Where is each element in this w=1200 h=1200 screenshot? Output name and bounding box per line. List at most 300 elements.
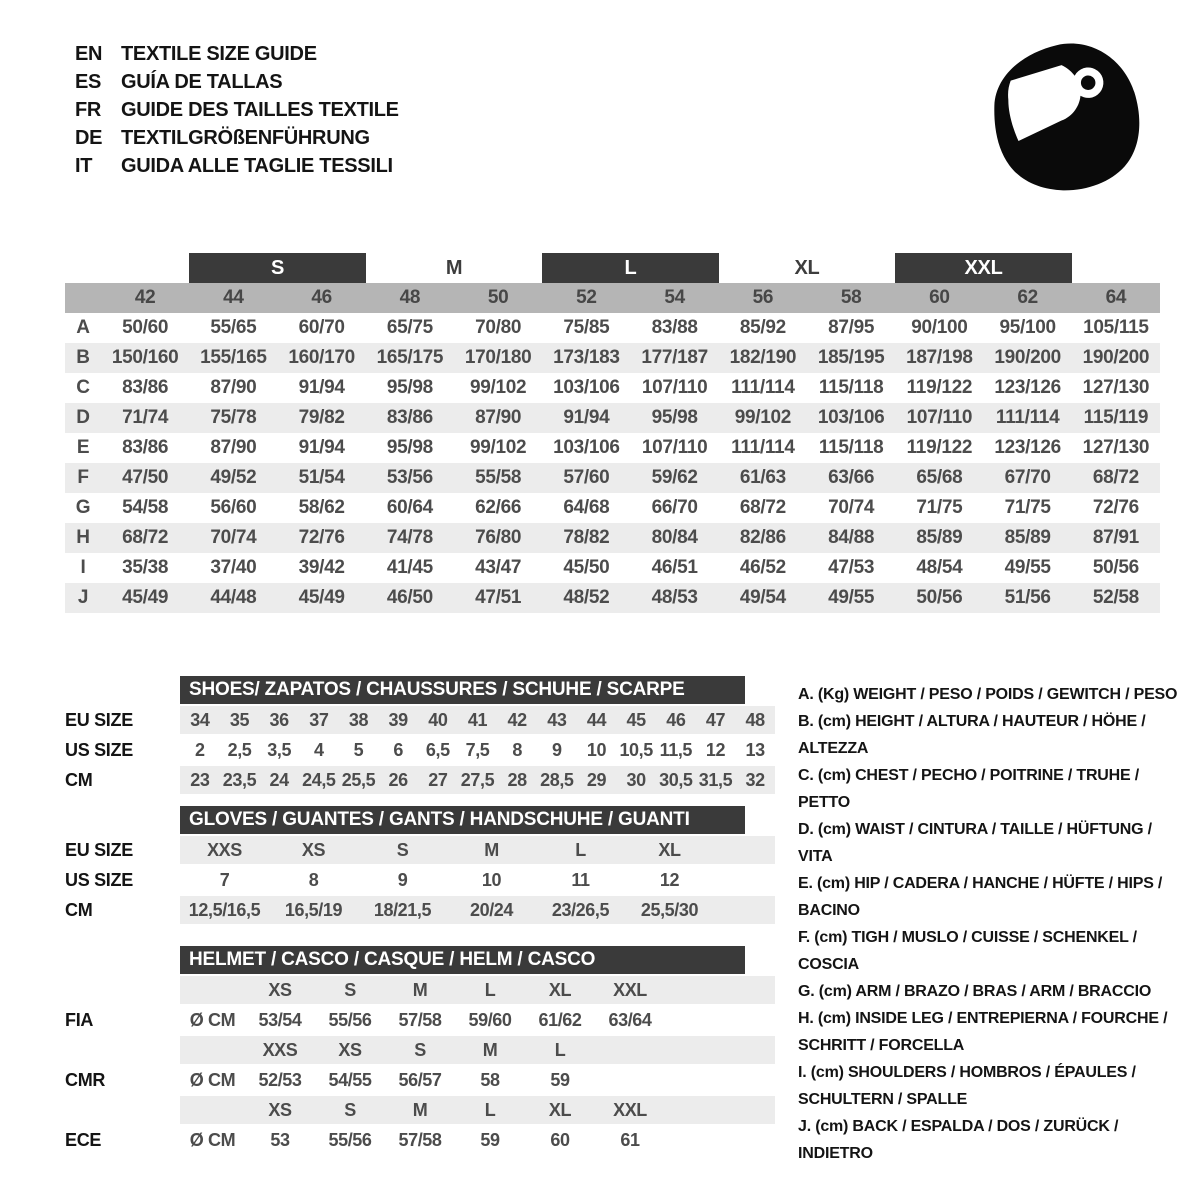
gloves-eu-cell: XL: [658, 839, 681, 860]
shoes-cm-cell: 27,5: [460, 769, 495, 790]
measure-value: 55/65: [210, 317, 257, 338]
gloves-eu-cell: XXS: [207, 839, 242, 860]
racing-helmet-icon-svg: [980, 28, 1154, 206]
shoes-cm-cell: 29: [586, 769, 607, 790]
gloves-cm-cell: 25,5/30: [640, 899, 699, 920]
gloves-cm-cell: 23/26,5: [551, 899, 610, 920]
measure-value: 105/115: [1083, 317, 1149, 338]
measure-value: 50/56: [916, 587, 963, 608]
helmet-header-row: [65, 946, 795, 974]
measure-value: 155/165: [200, 347, 267, 368]
gloves-cm-band: [180, 896, 775, 924]
measure-value: 75/78: [210, 407, 257, 428]
helmet-ece-values-cell: Ø CM: [189, 1129, 236, 1150]
helmet-cmr-sizes-cell: XS: [338, 1039, 362, 1060]
helmet-ece-sizes-row: [65, 1096, 795, 1124]
numeric-size: 56: [752, 287, 774, 308]
helmet-ece-sizes-cell: L: [484, 1099, 496, 1120]
measure-value: 119/122: [906, 437, 973, 458]
measure-row-b: [65, 343, 1160, 373]
measure-value: 78/82: [563, 527, 610, 548]
size-band-m: M: [445, 256, 463, 279]
shoes-us-row: [65, 736, 795, 764]
measure-value: 46/51: [651, 557, 698, 578]
row-letter: F: [77, 467, 89, 488]
measure-value: 47/51: [475, 587, 522, 608]
language-code: FR: [75, 98, 102, 121]
measure-row-g: [65, 493, 1160, 523]
shoes-eu-cell: 44: [586, 709, 607, 730]
measure-value: 39/42: [298, 557, 345, 578]
measure-value: 35/38: [122, 557, 169, 578]
measure-value: 95/98: [386, 437, 433, 458]
gloves-section: [65, 806, 795, 926]
legend-item: I. (cm) SHOULDERS / HOMBROS / ÉPAULES / SCHULTERN / SPALLE: [798, 1064, 1136, 1108]
helmet-cmr-values-cell: 56/57: [398, 1069, 442, 1090]
helmet-ece-sizes-cell: S: [344, 1099, 356, 1120]
helmet-fia-sizes-band: [180, 976, 775, 1004]
row-letter: H: [76, 527, 90, 548]
helmet-cmr-sizes-cell: L: [554, 1039, 566, 1060]
measure-value: 37/40: [210, 557, 257, 578]
language-label: GUÍA DE TALLAS: [121, 70, 283, 93]
legend-item: B. (cm) HEIGHT / ALTURA / HAUTEUR / HÖHE / ALTEZZA: [798, 713, 1146, 757]
measure-row-i: [65, 553, 1160, 583]
spacer: [65, 1096, 180, 1124]
gloves-eu-label: EU SIZE: [65, 839, 133, 860]
measure-value: 111/114: [995, 407, 1060, 428]
shoes-section: [65, 676, 795, 796]
shoes-cm-cell: 25,5: [341, 769, 376, 790]
legend-item: H. (cm) INSIDE LEG / ENTREPIERNA / FOURCHE / SCHRITT / FORCELLA: [798, 1010, 1168, 1054]
shoes-eu-cell: 47: [705, 709, 726, 730]
measure-value: 80/84: [651, 527, 698, 548]
measure-value: 70/74: [210, 527, 257, 548]
shoes-eu-cell: 35: [229, 709, 250, 730]
measurement-legend: [798, 681, 1190, 1167]
measure-value: 46/50: [386, 587, 433, 608]
shoes-cm-label: CM: [65, 769, 93, 790]
helmet-fia-values-grid: [180, 1006, 665, 1034]
helmet-fia-sizes-cell: XS: [268, 979, 292, 1000]
measure-value: 59/62: [651, 467, 698, 488]
gloves-us-grid: [180, 866, 714, 894]
language-label: GUIDE DES TAILLES TEXTILE: [121, 98, 399, 121]
helmet-cmr-sizes-row: [65, 1036, 795, 1064]
helmet-ece-values-cell: 60: [550, 1129, 570, 1150]
shoes-header-row: [65, 676, 795, 704]
shoes-us-cell: 13: [745, 739, 765, 760]
helmet-fia-values-cell: 55/56: [328, 1009, 372, 1030]
legend-item: J. (cm) BACK / ESPALDA / DOS / ZURÜCK / INDIETRO: [798, 1118, 1119, 1162]
row-letter: A: [76, 317, 90, 338]
measure-value: 71/74: [122, 407, 169, 428]
shoes-cm-cell: 30,5: [659, 769, 693, 790]
shoes-eu-cell: 36: [269, 709, 289, 730]
measure-value: 99/102: [734, 407, 792, 428]
measure-value: 90/100: [911, 317, 968, 338]
measure-value: 50/60: [122, 317, 169, 338]
shoes-us-cell: 10,5: [619, 739, 653, 760]
measure-value: 91/94: [298, 437, 345, 458]
gloves-us-band: [180, 866, 775, 894]
measure-value: 66/70: [651, 497, 698, 518]
measure-value: 95/98: [386, 377, 433, 398]
numeric-size-row: [65, 283, 1160, 313]
shoes-cm-cell: 28,5: [540, 769, 574, 790]
language-title-list: [75, 40, 399, 180]
measure-value: 74/78: [386, 527, 433, 548]
measure-value: 85/92: [739, 317, 786, 338]
gloves-title: GLOVES / GUANTES / GANTS / HANDSCHUHE / GUANTI: [180, 806, 745, 834]
measure-value: 173/183: [553, 347, 620, 368]
measure-row-d: [65, 403, 1160, 433]
helmet-cmr-sizes-cell: S: [414, 1039, 426, 1060]
measure-value: 55/58: [475, 467, 522, 488]
measure-value: 83/86: [122, 437, 169, 458]
gloves-eu-band: [180, 836, 775, 864]
measure-value: 87/95: [828, 317, 875, 338]
gloves-cm-cell: 12,5/16,5: [188, 899, 261, 920]
measure-value: 44/48: [210, 587, 257, 608]
measure-value: 115/118: [818, 437, 884, 458]
shoes-us-band: [180, 736, 775, 764]
measure-value: 63/66: [828, 467, 875, 488]
helmet-cmr-values-band: [180, 1066, 775, 1094]
measure-value: 62/66: [475, 497, 522, 518]
measure-value: 56/60: [210, 497, 257, 518]
language-label: TEXTILGRÖßENFÜHRUNG: [121, 126, 370, 149]
shoes-us-cell: 3,5: [267, 739, 292, 760]
gloves-us-cell: 11: [571, 869, 590, 890]
gloves-cm-cell: 16,5/19: [284, 899, 343, 920]
helmet-fia-sizes-cell: XL: [548, 979, 572, 1000]
gloves-cm-grid: [180, 896, 714, 924]
size-band-s: S: [189, 253, 366, 283]
gloves-us-cell: 12: [659, 869, 680, 890]
shoes-us-cell: 10: [586, 739, 607, 760]
measure-value: 45/50: [563, 557, 610, 578]
row-letter: G: [75, 497, 91, 518]
row-letter: I: [80, 557, 86, 578]
helmet-fia-values-row: [65, 1006, 795, 1034]
row-letter: C: [76, 377, 90, 398]
measure-value: 170/180: [464, 347, 532, 368]
measure-value: 58/62: [298, 497, 345, 518]
helmet-fia-values-cell: 53/54: [258, 1009, 302, 1030]
numeric-size: 50: [487, 287, 509, 308]
measure-value: 119/122: [906, 377, 973, 398]
measure-value: 48/53: [651, 587, 698, 608]
shoes-cm-band: [180, 766, 775, 794]
helmet-cmr-values-row: [65, 1066, 795, 1094]
numeric-size: 62: [1017, 287, 1038, 308]
gloves-header-row: [65, 806, 795, 834]
shoes-us-cell: 7,5: [465, 739, 490, 760]
helmet-fia-sizes-row: [65, 976, 795, 1004]
measure-value: 70/80: [475, 317, 522, 338]
language-code: IT: [75, 154, 93, 177]
gloves-eu-cell: XS: [301, 839, 326, 860]
shoes-cm-cell: 26: [388, 769, 408, 790]
legend-item: G. (cm) ARM / BRAZO / BRAS / ARM / BRACCIO: [798, 983, 1152, 1000]
gloves-us-row: [65, 866, 795, 894]
measure-value: 160/170: [288, 347, 355, 368]
helmet-ece-sizes-cell: XXL: [613, 1099, 647, 1120]
size-band-l: L: [542, 253, 719, 283]
measure-value: 84/88: [828, 527, 875, 548]
measure-value: 49/54: [739, 587, 786, 608]
helmet-fia-values-cell: 57/58: [398, 1009, 442, 1030]
numeric-size: 60: [929, 287, 950, 308]
shoes-cm-cell: 24,5: [302, 769, 336, 790]
shoes-us-cell: 8: [512, 739, 522, 760]
measure-value: 91/94: [298, 377, 345, 398]
measure-value: 76/80: [475, 527, 522, 548]
helmet-ece-values-label: ECE: [65, 1129, 102, 1150]
measure-value: 95/100: [999, 317, 1056, 338]
shoes-cm-cell: 24: [269, 769, 289, 790]
shoes-us-cell: 9: [552, 739, 562, 760]
helmet-ece-sizes-cell: M: [412, 1099, 428, 1120]
measure-row-a: [65, 313, 1160, 343]
numeric-size: 46: [311, 287, 332, 308]
measure-value: 177/187: [641, 347, 708, 368]
measure-value: 190/200: [1082, 347, 1150, 368]
shoes-eu-cell: 39: [388, 709, 408, 730]
helmet-fia-sizes-cell: M: [412, 979, 428, 1000]
gloves-cm-row: [65, 896, 795, 924]
helmet-ece-sizes-cell: XS: [268, 1099, 292, 1120]
shoes-us-cell: 4: [314, 739, 324, 760]
measure-value: 107/110: [641, 377, 708, 398]
measure-value: 71/75: [1004, 497, 1051, 518]
measure-value: 127/130: [1082, 377, 1150, 398]
shoes-cm-cell: 30: [626, 769, 646, 790]
shoes-us-cell: 5: [353, 739, 364, 760]
measure-value: 115/119: [1083, 407, 1149, 428]
measure-value: 107/110: [641, 437, 708, 458]
legend-item: D. (cm) WAIST / CINTURA / TAILLE / HÜFTUNG / VITA: [798, 821, 1152, 865]
size-band-xxl: XXL: [895, 253, 1072, 283]
shoes-eu-cell: 40: [428, 709, 448, 730]
helmet-fia-values-cell: Ø CM: [189, 1009, 236, 1030]
measure-value: 68/72: [122, 527, 169, 548]
shoes-eu-cell: 42: [507, 709, 527, 730]
measure-value: 53/56: [386, 467, 433, 488]
shoes-us-cell: 2: [195, 739, 205, 760]
spacer: [65, 806, 180, 834]
measure-value: 123/126: [994, 377, 1061, 398]
spacer: [65, 976, 180, 1004]
numeric-size: 48: [399, 287, 421, 308]
helmet-fia-values-band: [180, 1006, 775, 1034]
shoes-cm-cell: 27: [428, 769, 448, 790]
row-letter: B: [76, 347, 90, 368]
helmet-section: [65, 946, 795, 1156]
gloves-cm-cell: 18/21,5: [373, 899, 432, 920]
legend-item: C. (cm) CHEST / PECHO / POITRINE / TRUHE / PETTO: [798, 767, 1139, 811]
language-row: [75, 40, 399, 68]
measure-value: 83/86: [122, 377, 169, 398]
numeric-size: 44: [223, 287, 244, 308]
helmet-fia-values-label: FIA: [65, 1009, 94, 1030]
language-row: [75, 68, 399, 96]
helmet-fia-sizes-cell: XXL: [613, 979, 647, 1000]
helmet-cmr-values-cell: 58: [480, 1069, 500, 1090]
measure-value: 103/106: [553, 377, 620, 398]
measure-value: 57/60: [563, 467, 610, 488]
measure-value: 64/68: [563, 497, 610, 518]
measure-value: 190/200: [994, 347, 1061, 368]
gloves-us-cell: 10: [481, 869, 502, 890]
shoes-us-cell: 6,5: [425, 739, 450, 760]
shoes-us-label: US SIZE: [65, 739, 133, 760]
helmet-ece-values-cell: 53: [270, 1129, 290, 1150]
helmet-cmr-values-cell: 59: [550, 1069, 570, 1090]
measure-row-f: [65, 463, 1160, 493]
measure-value: 54/58: [122, 497, 169, 518]
measure-value: 49/55: [1004, 557, 1051, 578]
gloves-eu-grid: [180, 836, 714, 864]
helmet-ece-values-cell: 61: [620, 1129, 640, 1150]
measure-value: 83/88: [651, 317, 698, 338]
shoes-eu-label: EU SIZE: [65, 709, 133, 730]
shoes-eu-band: [180, 706, 775, 734]
measure-value: 85/89: [1004, 527, 1051, 548]
helmet-ece-values-row: [65, 1126, 795, 1154]
measure-row-c: [65, 373, 1160, 403]
helmet-fia-values-cell: 59/60: [468, 1009, 512, 1030]
helmet-ece-sizes-cell: XL: [548, 1099, 572, 1120]
measure-value: 49/52: [210, 467, 257, 488]
language-label: GUIDA ALLE TAGLIE TESSILI: [121, 154, 393, 177]
shoes-eu-cell: 41: [467, 709, 488, 730]
measure-row-h: [65, 523, 1160, 553]
measure-value: 46/52: [739, 557, 786, 578]
row-letter: D: [76, 407, 90, 428]
shoes-eu-cell: 34: [190, 709, 210, 730]
measure-value: 71/75: [916, 497, 963, 518]
shoes-us-cell: 6: [393, 739, 403, 760]
measure-value: 150/160: [111, 347, 179, 368]
measure-value: 127/130: [1082, 437, 1150, 458]
helmet-cmr-sizes-grid: [180, 1036, 665, 1064]
gloves-us-cell: 7: [219, 869, 230, 890]
shoes-us-cell: 11,5: [659, 739, 693, 760]
measure-value: 165/175: [376, 347, 444, 368]
row-letter: E: [76, 437, 90, 458]
measure-value: 41/45: [386, 557, 433, 578]
gloves-eu-row: [65, 836, 795, 864]
measure-value: 51/54: [298, 467, 345, 488]
measure-value: 68/72: [739, 497, 786, 518]
measure-value: 65/68: [916, 467, 963, 488]
legend-item: E. (cm) HIP / CADERA / HANCHE / HÜFTE / HIPS / BACINO: [798, 875, 1163, 919]
shoes-eu-cell: 37: [309, 709, 329, 730]
helmet-ece-sizes-band: [180, 1096, 775, 1124]
shoes-us-grid: [180, 736, 775, 764]
helmet-cmr-values-label: CMR: [65, 1069, 106, 1090]
helmet-cmr-sizes-cell: XXS: [262, 1039, 298, 1060]
measure-value: 115/118: [818, 377, 884, 398]
gloves-eu-cell: L: [575, 839, 586, 860]
legend-item: A. (Kg) WEIGHT / PESO / POIDS / GEWITCH / PESO: [798, 686, 1178, 703]
measure-value: 48/54: [916, 557, 963, 578]
language-code: ES: [75, 70, 102, 93]
spacer: [65, 946, 180, 974]
language-row: [75, 152, 399, 180]
size-band-row: [65, 253, 1160, 283]
helmet-ece-values-cell: 55/56: [328, 1129, 372, 1150]
shoes-eu-row: [65, 706, 795, 734]
measure-value: 70/74: [828, 497, 875, 518]
measure-value: 107/110: [906, 407, 973, 428]
gloves-us-cell: 9: [397, 869, 408, 890]
measure-value: 82/86: [739, 527, 786, 548]
measure-value: 61/63: [739, 467, 786, 488]
measure-value: 47/53: [828, 557, 875, 578]
shoes-eu-cell: 46: [666, 709, 686, 730]
shoes-cm-cell: 23: [190, 769, 210, 790]
row-letter: J: [77, 587, 89, 608]
helmet-fia-values-cell: 61/62: [538, 1009, 582, 1030]
measure-value: 83/86: [386, 407, 433, 428]
language-code: DE: [75, 126, 103, 149]
shoes-eu-cell: 43: [547, 709, 567, 730]
helmet-title: HELMET / CASCO / CASQUE / HELM / CASCO: [180, 946, 745, 974]
measure-value: 75/85: [563, 317, 610, 338]
measure-row-j: [65, 583, 1160, 613]
measure-value: 72/76: [1092, 497, 1139, 518]
numeric-size: 58: [840, 287, 862, 308]
measure-value: 99/102: [469, 437, 527, 458]
measure-row-e: [65, 433, 1160, 463]
measure-value: 47/50: [122, 467, 169, 488]
helmet-cmr-values-grid: [180, 1066, 665, 1094]
shoes-eu-cell: 48: [745, 709, 765, 730]
measure-value: 43/47: [475, 557, 522, 578]
numeric-size: 52: [576, 287, 597, 308]
measure-value: 103/106: [553, 437, 620, 458]
helmet-fia-values-cell: 63/64: [608, 1009, 652, 1030]
language-row: [75, 124, 399, 152]
measure-value: 87/91: [1092, 527, 1139, 548]
helmet-ece-values-band: [180, 1126, 775, 1154]
legend-item: F. (cm) TIGH / MUSLO / CUISSE / SCHENKEL / COSCIA: [798, 929, 1137, 973]
helmet-ece-values-grid: [180, 1126, 665, 1154]
shoes-cm-cell: 32: [745, 769, 765, 790]
shoes-eu-cell: 38: [348, 709, 369, 730]
gloves-us-label: US SIZE: [65, 869, 133, 890]
measure-value: 50/56: [1092, 557, 1139, 578]
helmet-cmr-values-cell: 52/53: [258, 1069, 302, 1090]
language-code: EN: [75, 42, 103, 65]
spacer: [65, 676, 180, 704]
shoes-cm-cell: 28: [507, 769, 527, 790]
numeric-size: 54: [664, 287, 685, 308]
numeric-size: 64: [1105, 287, 1127, 308]
shoes-eu-grid: [180, 706, 775, 734]
measure-value: 60/64: [386, 497, 433, 518]
measure-value: 123/126: [994, 437, 1061, 458]
spacer: [65, 1036, 180, 1064]
measure-value: 45/49: [122, 587, 169, 608]
gloves-cm-cell: 20/24: [469, 899, 514, 920]
measure-value: 49/55: [828, 587, 875, 608]
language-label: TEXTILE SIZE GUIDE: [121, 42, 317, 65]
measure-value: 87/90: [475, 407, 522, 428]
